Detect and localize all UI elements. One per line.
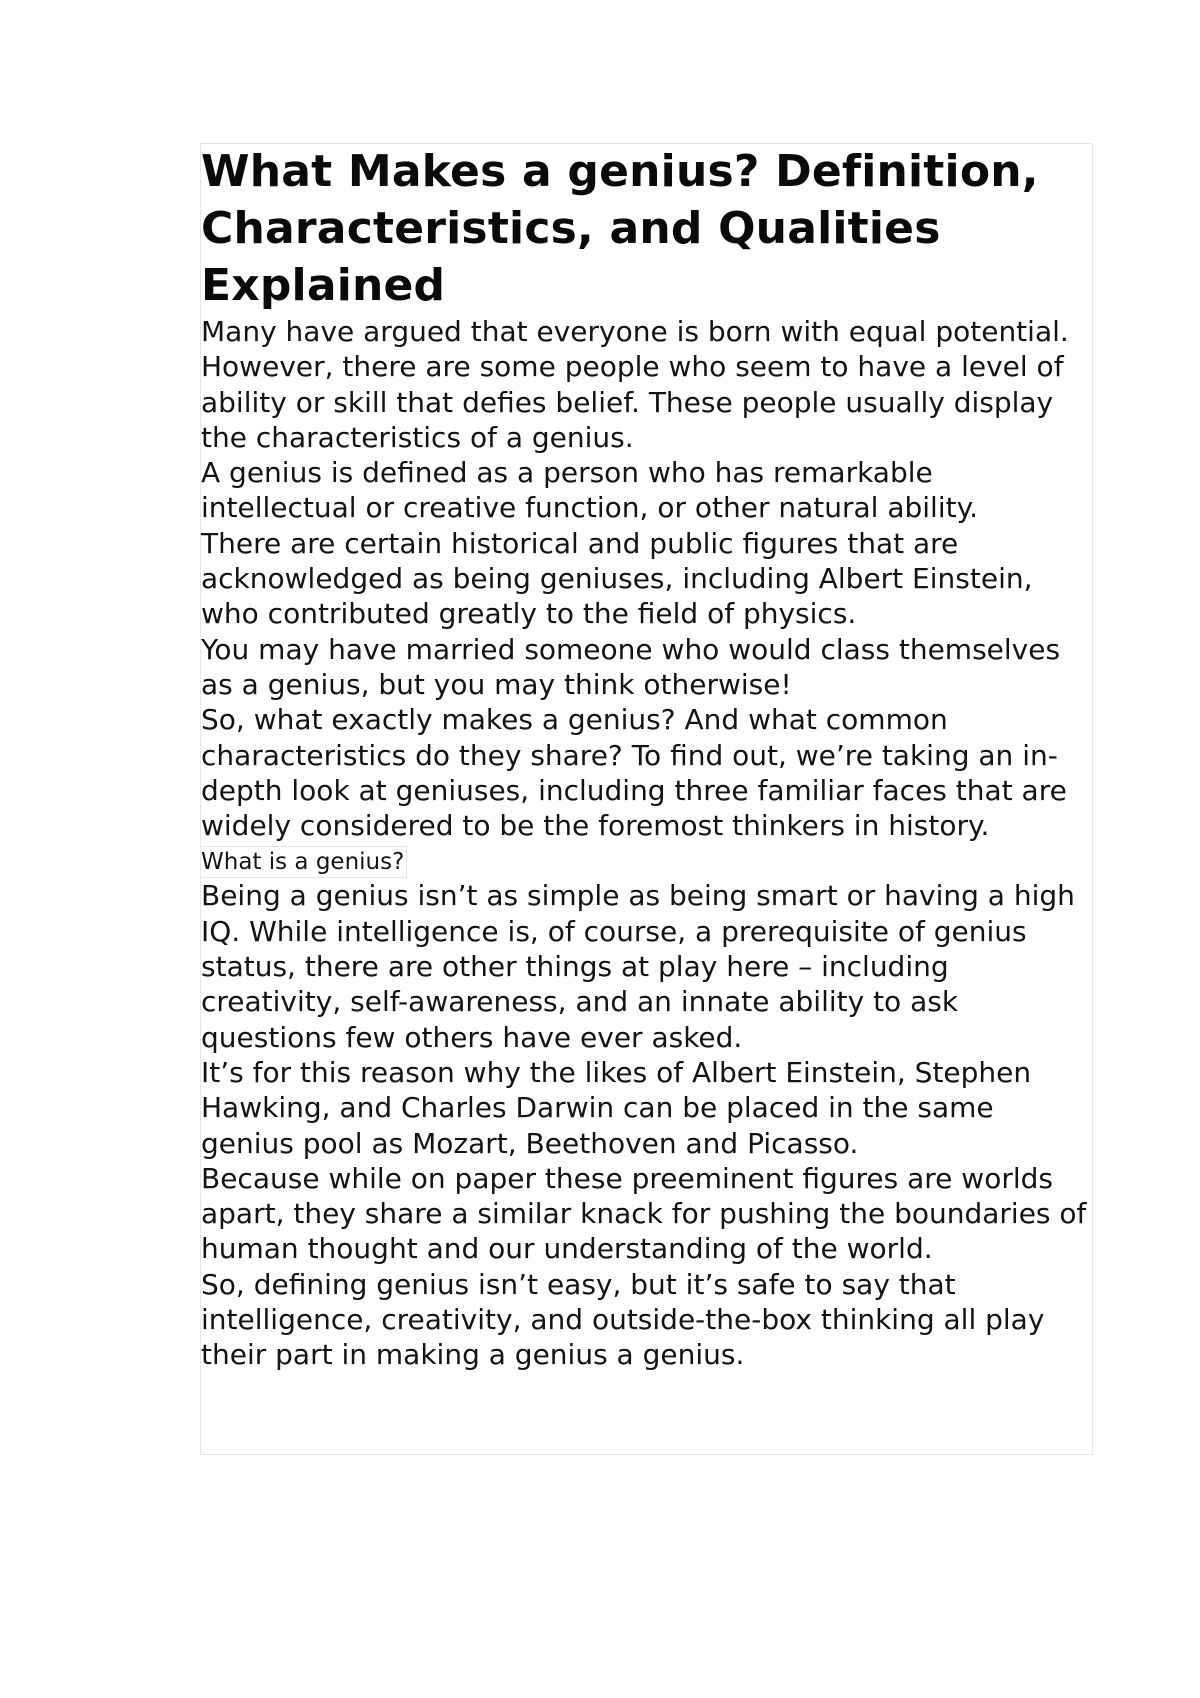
section-paragraph-1: Being a genius isn’t as simple as being smart or having a high IQ. While intelligence is, of course, a prerequisite of genius status, there are other things at play here – including creativity, self-awareness, and an innate ability to ask questions few others have ever asked. xyxy=(201,879,1075,1054)
section-paragraph-2: It’s for this reason why the likes of Albert Einstein, Stephen Hawking, and Charles Darwin can be placed in the same genius pool as Mozart, Beethoven and Picasso. xyxy=(201,1055,1032,1160)
section-paragraph-4: So, defining genius isn’t easy, but it’s safe to say that intelligence, creativity, and outside-the-box thinking all play their part in making a genius a genius. xyxy=(201,1267,1045,1372)
intro-paragraph-3: There are certain historical and public figures that are acknowledged as being geniuses, including Albert Einstein, who contributed greatly to the field of physics. xyxy=(201,526,1033,631)
intro-paragraph-2: A genius is defined as a person who has remarkable intellectual or creative function, or other natural ability. xyxy=(201,456,979,525)
intro-paragraph-1: Many have argued that everyone is born with equal potential. However, there are some people who seem to have a level of ability or skill that defies belief. These people usually display the characteristics of a genius. xyxy=(201,315,1069,454)
section-heading: What is a genius? xyxy=(201,846,407,878)
intro-paragraph-5: So, what exactly makes a genius? And what common characteristics do they share? To find out, we’re taking an in-depth look at geniuses, including three familiar faces that are widely considered to be the foremost thinkers in history. xyxy=(201,703,1067,843)
document-title: What Makes a genius? Definition, Characteristics, and Qualities Explained xyxy=(201,146,1039,311)
document-content xyxy=(201,143,1091,1373)
intro-paragraph-4: You may have married someone who would class themselves as a genius, but you may think otherwise! xyxy=(201,632,1061,701)
section-paragraph-3: Because while on paper these preeminent figures are worlds apart, they share a similar knack for pushing the boundaries of human thought and our understanding of the world. xyxy=(201,1161,1087,1266)
